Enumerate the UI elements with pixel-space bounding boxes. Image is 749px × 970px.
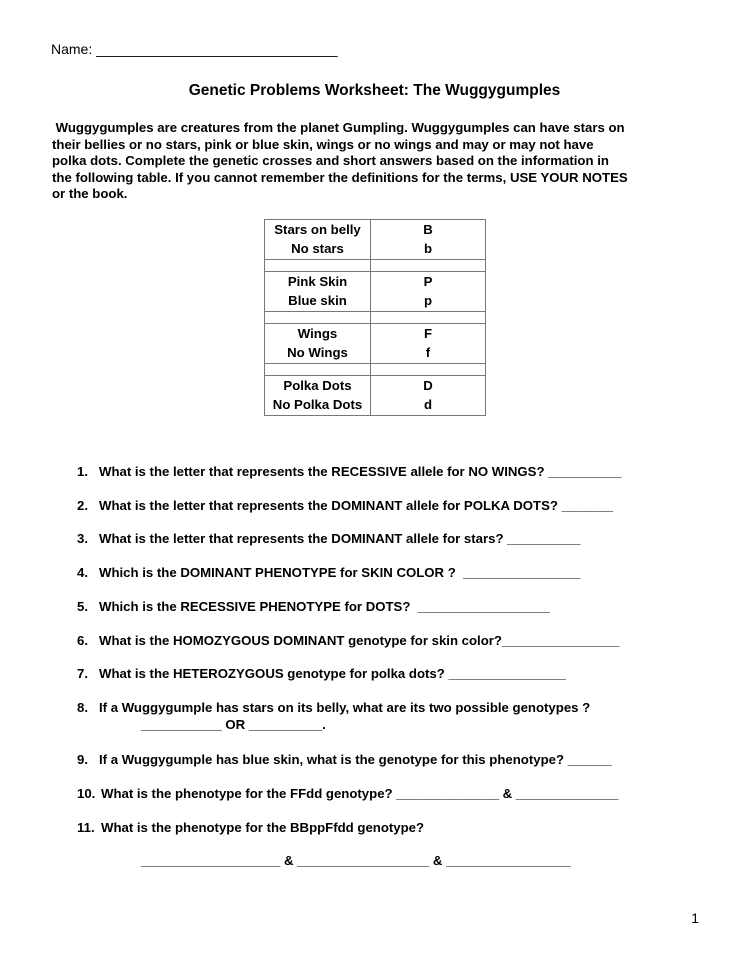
dominant-phenotype: Polka Dots <box>283 378 352 393</box>
question-7 <box>77 666 566 681</box>
page-number: 1 <box>691 910 699 926</box>
question-9 <box>77 752 612 767</box>
dominant-allele: F <box>423 326 433 341</box>
question-text: Which is the DOMINANT PHENOTYPE for SKIN COLOR ? ________________ <box>99 565 581 580</box>
question-text: What is the HOMOZYGOUS DOMINANT genotype for skin color?________________ <box>99 633 620 648</box>
trait-row <box>265 220 486 260</box>
dominant-allele: P <box>423 274 433 289</box>
recessive-phenotype: No Wings <box>287 345 348 360</box>
recessive-phenotype: Blue skin <box>288 293 347 308</box>
phenotype-cell <box>265 324 371 364</box>
spacer-row <box>265 364 486 376</box>
phenotype-cell <box>265 272 371 312</box>
question-8 <box>77 700 590 715</box>
recessive-allele: b <box>423 241 433 256</box>
question-number: 2. <box>77 498 88 513</box>
question-number: 10. <box>77 786 96 801</box>
question-6 <box>77 633 619 648</box>
intro-line: the following table. If you cannot remember the definitions for the terms, USE YOUR NOTES <box>52 169 628 185</box>
question-text: What is the HETEROZYGOUS genotype for polka dots? ________________ <box>99 666 566 681</box>
question-10 <box>77 786 618 801</box>
dominant-phenotype: Stars on belly <box>274 222 361 237</box>
question-text: What is the letter that represents the DOMINANT allele for POLKA DOTS? _______ <box>99 498 613 513</box>
recessive-allele: d <box>423 397 433 412</box>
dominant-allele: B <box>423 222 433 237</box>
question-2 <box>77 498 613 513</box>
trait-row <box>265 272 486 312</box>
spacer-row <box>265 312 486 324</box>
dominant-allele: D <box>423 378 433 393</box>
question-text: If a Wuggygumple has blue skin, what is the genotype for this phenotype? ______ <box>99 752 612 767</box>
question-text: What is the phenotype for the BBppFfdd genotype? <box>101 820 425 835</box>
name-field-label: Name: _______________________________ <box>51 41 338 57</box>
intro-line: polka dots. Complete the genetic crosses and short answers based on the information in <box>52 153 609 169</box>
allele-cell <box>371 324 486 364</box>
question-4 <box>77 565 580 580</box>
question-number: 8. <box>77 700 88 715</box>
trait-row <box>265 324 486 364</box>
recessive-allele: p <box>423 293 433 308</box>
question-5 <box>77 599 550 614</box>
phenotype-cell <box>265 220 371 260</box>
question-number: 4. <box>77 565 88 580</box>
allele-cell <box>371 376 486 416</box>
question-3 <box>77 531 581 546</box>
question-text: What is the phenotype for the FFdd genotype? ______________ & ______________ <box>101 786 619 801</box>
phenotype-cell <box>265 376 371 416</box>
allele-cell <box>371 272 486 312</box>
question-11-answer-line: ___________________ & __________________ & _________________ <box>141 853 571 868</box>
intro-line: their bellies or no stars, pink or blue skin, wings or no wings and may or may not have <box>52 136 594 152</box>
question-number: 9. <box>77 752 88 767</box>
question-text: What is the letter that represents the DOMINANT allele for stars? __________ <box>99 531 581 546</box>
intro-line: or the book. <box>52 186 128 202</box>
question-number: 7. <box>77 666 88 681</box>
intro-line: Wuggygumples are creatures from the planet Gumpling. Wuggygumples can have stars on <box>52 120 625 135</box>
recessive-allele: f <box>425 345 431 360</box>
question-8-answer-line: ___________ OR __________. <box>141 717 326 732</box>
spacer-row <box>265 260 486 272</box>
dominant-phenotype: Wings <box>297 326 338 341</box>
recessive-phenotype: No Polka Dots <box>272 397 363 412</box>
question-11 <box>77 820 424 835</box>
question-number: 6. <box>77 633 88 648</box>
question-number: 11. <box>77 820 95 835</box>
question-number: 1. <box>77 464 88 479</box>
worksheet-title: Genetic Problems Worksheet: The Wuggygumples <box>188 82 561 99</box>
trait-row <box>265 376 486 416</box>
trait-table <box>264 219 486 416</box>
dominant-phenotype: Pink Skin <box>287 274 348 289</box>
question-text: If a Wuggygumple has stars on its belly, what are its two possible genotypes ? <box>99 700 591 715</box>
question-number: 3. <box>77 531 88 546</box>
question-1 <box>77 464 622 479</box>
intro-paragraph <box>52 120 702 203</box>
recessive-phenotype: No stars <box>291 241 344 256</box>
question-text: What is the letter that represents the RECESSIVE allele for NO WINGS? __________ <box>99 464 622 479</box>
question-text: Which is the RECESSIVE PHENOTYPE for DOTS? __________________ <box>99 599 550 614</box>
allele-cell <box>371 220 486 260</box>
question-number: 5. <box>77 599 88 614</box>
